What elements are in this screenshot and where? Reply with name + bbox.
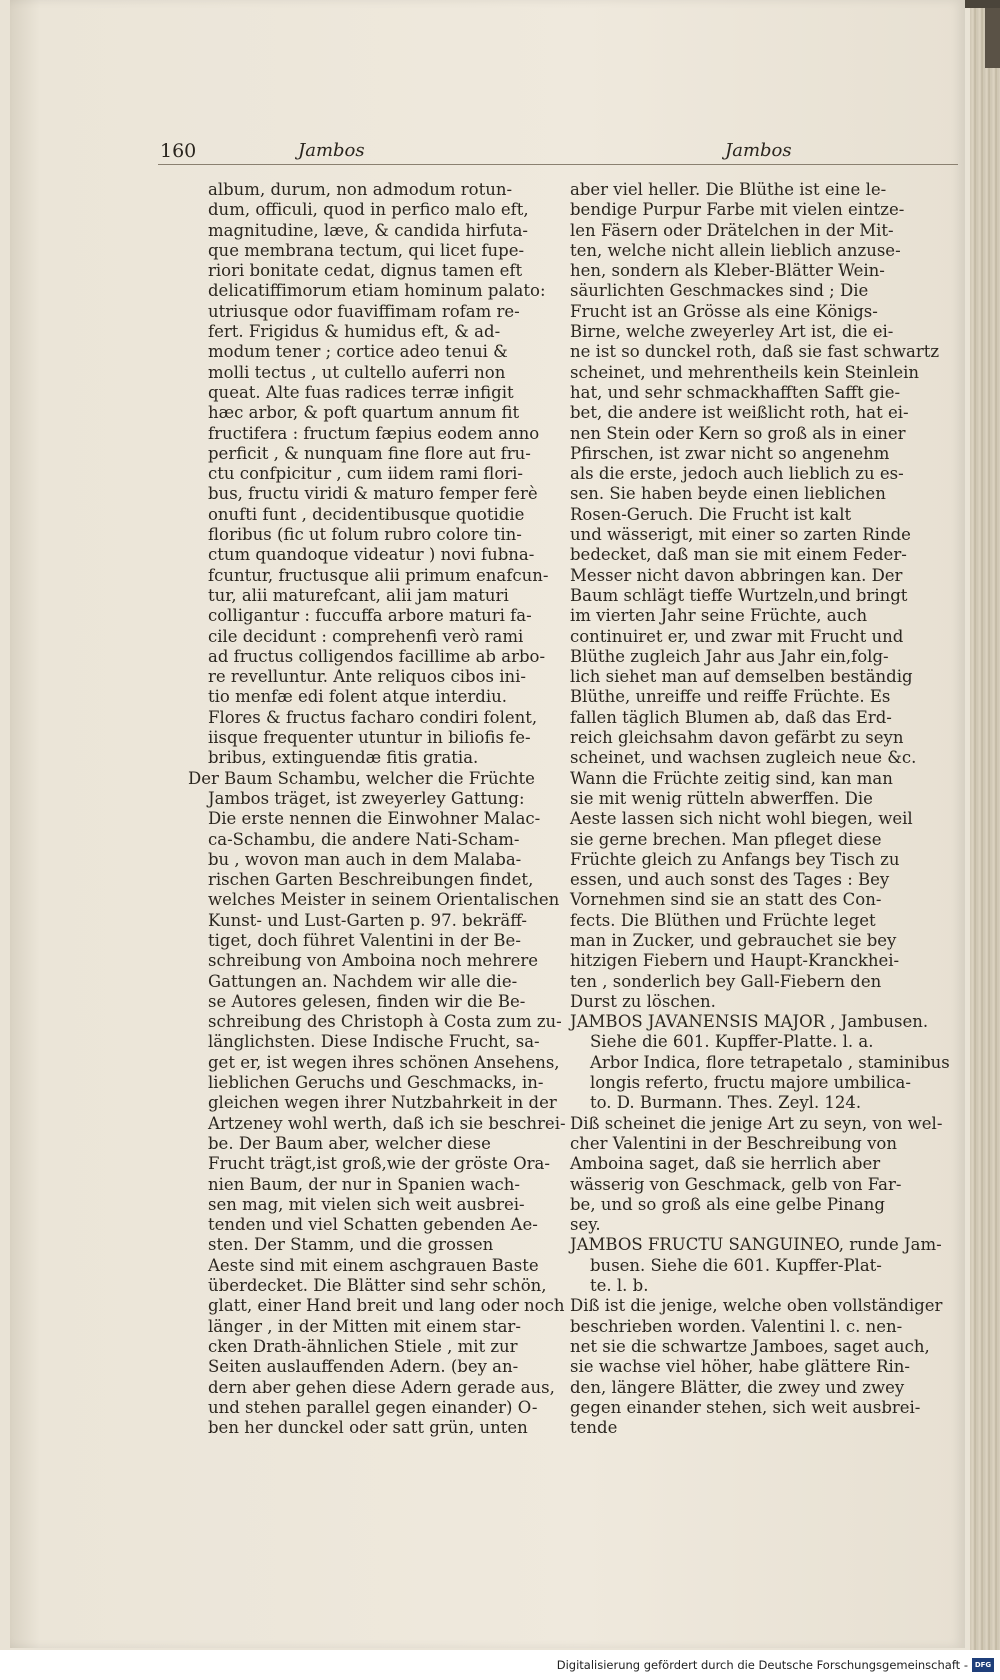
text-line: Aeste lassen sich nicht wohl biegen, weil <box>570 809 913 829</box>
left-column <box>188 180 566 1438</box>
text-line: Arbor Indica, flore tetrapetalo , staminibus <box>590 1052 950 1072</box>
text-line: man in Zucker, und gebrauchet sie bey <box>570 930 897 950</box>
text-line: sen. Sie haben beyde einen lieblichen <box>570 484 886 504</box>
book-page <box>10 0 965 1648</box>
text-line: Baum schlägt tieffe Wurtzeln,und bringt <box>570 585 908 605</box>
text-line: fallen täglich Blumen ab, daß das Erd- <box>570 707 892 727</box>
text-line: que membrana tectum, qui licet fupe- <box>208 240 525 260</box>
text-line: schreibung des Christoph à Costa zum zu- <box>208 1012 562 1032</box>
text-line: tende <box>570 1418 618 1438</box>
text-line: hat, und sehr schmackhafften Safft gie- <box>570 382 901 402</box>
text-line: JAMBOS FRUCTU SANGUINEO, runde Jam- <box>570 1235 942 1255</box>
text-line: essen, und auch sonst des Tages : Bey <box>570 870 890 890</box>
text-line: Kunst- und Lust-Garten p. 97. bekräff- <box>208 910 527 930</box>
text-line: nien Baum, der nur in Spanien wach- <box>208 1174 520 1194</box>
text-line: modum tener ; cortice adeo tenui & <box>208 342 508 362</box>
text-line: cile decidunt : comprehenfi verò rami <box>208 626 524 646</box>
text-line: Früchte gleich zu Anfangs bey Tisch zu <box>570 849 900 869</box>
text-line: bedecket, daß man sie mit einem Feder- <box>570 545 907 565</box>
text-line: Der Baum Schambu, welcher die Früchte <box>188 768 535 788</box>
text-line: dum, officuli, quod in perfico malo eft, <box>208 200 529 220</box>
text-line: tio menfæ edi folent atque interdiu. <box>208 687 507 707</box>
text-line: überdecket. Die Blätter sind sehr schön, <box>208 1276 547 1296</box>
text-line: lieblichen Geruchs und Geschmacks, in- <box>208 1073 544 1093</box>
text-line: iisque frequenter utuntur in biliofis fe- <box>208 728 531 748</box>
text-line: ctum quandoque videatur ) novi fubna- <box>208 545 535 565</box>
text-line: Amboina saget, daß sie herrlich aber <box>570 1154 881 1174</box>
text-line: ben her dunckel oder satt grün, unten <box>208 1418 528 1438</box>
text-line: net sie die schwartze Jamboes, saget auch, <box>570 1336 930 1356</box>
text-line: länglichsten. Diese Indische Frucht, sa- <box>208 1032 540 1052</box>
running-head-right: Jambos <box>725 140 792 161</box>
text-line: Wann die Früchte zeitig sind, kan man <box>570 768 893 788</box>
text-line: Rosen-Geruch. Die Frucht ist kalt <box>570 504 852 524</box>
footer-credit: Digitalisierung gefördert durch die Deutsche Forschungsgemeinschaft - <box>556 1658 968 1672</box>
text-line: bu , wovon man auch in dem Malaba- <box>208 849 522 869</box>
text-line: molli tectus , ut cultello auferri non <box>208 362 506 382</box>
text-line: tur, alii maturefcant, alii jam maturi <box>208 585 509 605</box>
text-line: sie wachse viel höher, habe glättere Rin- <box>570 1357 910 1377</box>
text-line: colligantur : fuccuffa arbore maturi fa- <box>208 606 532 626</box>
text-line: floribus (fic ut folum rubro colore tin- <box>208 525 522 545</box>
text-line: cken Drath-ähnlichen Stiele , mit zur <box>208 1336 518 1356</box>
text-line: Blüthe zugleich Jahr aus Jahr ein,folg- <box>570 646 889 666</box>
text-line: reich gleichsahm davon gefärbt zu seyn <box>570 728 904 748</box>
text-line: nen Stein oder Kern so groß als in einer <box>570 423 906 443</box>
text-line: säurlichten Geschmackes sind ; Die <box>570 281 869 301</box>
text-line: sie gerne brechen. Man pfleget diese <box>570 829 882 849</box>
running-head-left: Jambos <box>298 140 365 161</box>
text-line: Gattungen an. Nachdem wir alle die- <box>208 971 518 991</box>
text-line: Die erste nennen die Einwohner Malac- <box>208 809 541 829</box>
text-line: riori bonitate cedat, dignus tamen eft <box>208 261 523 281</box>
text-line: sie mit wenig rütteln abwerffen. Die <box>570 788 873 808</box>
text-line: gegen einander stehen, sich weit ausbrei- <box>570 1397 921 1417</box>
text-line: sey. <box>570 1215 601 1235</box>
text-line: sten. Der Stamm, und die grossen <box>208 1235 494 1255</box>
text-line: continuiret er, und zwar mit Frucht und <box>570 626 904 646</box>
text-line: Seiten auslauffenden Adern. (bey an- <box>208 1357 519 1377</box>
text-line: ne ist so dunckel roth, daß sie fast schwartz <box>570 342 940 362</box>
page-edge-top <box>965 0 1000 8</box>
text-line: delicatiffimorum etiam hominum palato: <box>208 281 546 301</box>
text-line: busen. Siehe die 601. Kupffer-Plat- <box>590 1255 882 1275</box>
text-line: Aeste sind mit einem aschgrauen Baste <box>208 1255 539 1275</box>
text-line: ca-Schambu, die andere Nati-Scham- <box>208 829 520 849</box>
header-rule <box>158 164 958 165</box>
text-line: utriusque odor fuaviffimam rofam re- <box>208 301 520 321</box>
text-line: schreibung von Amboina noch mehrere <box>208 951 539 971</box>
text-line: fert. Frigidus & humidus eft, & ad- <box>208 322 501 342</box>
text-line: scheinet, und wachsen zugleich neue &c. <box>570 748 917 768</box>
text-line: bendige Purpur Farbe mit vielen eintze- <box>570 200 905 220</box>
page-header <box>10 140 975 166</box>
text-line: Frucht ist an Grösse als eine Königs- <box>570 301 878 321</box>
text-line: to. D. Burmann. Thes. Zeyl. 124. <box>590 1093 862 1113</box>
text-line: im vierten Jahr seine Früchte, auch <box>570 606 868 626</box>
text-line: queat. Alte fuas radices terræ infigit <box>208 382 514 402</box>
text-line: cher Valentini in der Beschreibung von <box>570 1133 897 1153</box>
text-line: als die erste, jedoch auch lieblich zu es- <box>570 464 904 484</box>
text-line: album, durum, non admodum rotun- <box>208 180 513 199</box>
dfg-logo-icon: DFG <box>972 1658 994 1672</box>
text-line: lich siehet man auf demselben beständig <box>570 667 913 687</box>
text-line: sen mag, mit vielen sich weit ausbrei- <box>208 1194 525 1214</box>
text-line: fects. Die Blüthen und Früchte leget <box>570 910 876 930</box>
text-line: wässerig von Geschmack, gelb von Far- <box>570 1174 902 1194</box>
text-line: onufti funt , decidentibusque quotidie <box>208 504 525 524</box>
text-line: Flores & fructus facharo condiri folent, <box>208 707 538 727</box>
text-line: len Fäsern oder Drätelchen in der Mit- <box>570 220 894 240</box>
text-line: tiget, doch führet Valentini in der Be- <box>208 930 521 950</box>
text-line: ten, welche nicht allein lieblich anzuse- <box>570 240 901 260</box>
text-line: te. l. b. <box>590 1276 649 1296</box>
footer-bar <box>0 1650 1000 1680</box>
page-edge-stack <box>970 0 1000 1650</box>
text-line: scheinet, und mehrentheils kein Steinlein <box>570 362 920 382</box>
text-line: tenden und viel Schatten gebenden Ae- <box>208 1215 538 1235</box>
text-line: den, längere Blätter, die zwey und zwey <box>570 1377 905 1397</box>
text-line: Artzeney wohl werth, daß ich sie beschrei- <box>208 1113 566 1133</box>
text-line: und stehen parallel gegen einander) O- <box>208 1397 538 1417</box>
text-line: Jambos träget, ist zweyerley Gattung: <box>208 788 525 808</box>
text-line: fructifera : fructum fæpius eodem anno <box>208 423 540 443</box>
text-line: perficit , & nunquam fine flore aut fru- <box>208 443 531 463</box>
page-number: 160 <box>160 140 197 162</box>
text-line: hæc arbor, & poft quartum annum fit <box>208 403 520 423</box>
text-line: Pfirschen, ist zwar nicht so angenehm <box>570 443 890 463</box>
text-line: Vornehmen sind sie an statt des Con- <box>570 890 882 910</box>
text-line: Frucht trägt,ist groß,wie der gröste Ora- <box>208 1154 550 1174</box>
text-line: ten , sonderlich bey Gall-Fiebern den <box>570 971 882 991</box>
text-line: bus, fructu viridi & maturo femper ferè <box>208 484 538 504</box>
text-line: länger , in der Mitten mit einem star- <box>208 1316 521 1336</box>
text-line: glatt, einer Hand breit und lang oder noch <box>208 1296 565 1316</box>
text-line: hitzigen Fiebern und Haupt-Kranckhei- <box>570 951 900 971</box>
text-line: bet, die andere ist weißlicht roth, hat ei- <box>570 403 909 423</box>
text-line: Birne, welche zweyerley Art ist, die ei- <box>570 322 894 342</box>
text-line: fcuntur, fructusque alii primum enafcun- <box>208 565 549 585</box>
text-line: rischen Garten Beschreibungen findet, <box>208 870 534 890</box>
text-line: Diß scheinet die jenige Art zu seyn, von wel- <box>570 1113 943 1133</box>
text-line: be. Der Baum aber, welcher diese <box>208 1133 491 1153</box>
text-line: und wässerigt, mit einer so zarten Rinde <box>570 525 911 545</box>
text-line: Messer nicht davon abbringen kan. Der <box>570 565 903 585</box>
text-line: gleichen wegen ihrer Nutzbahrkeit in der <box>208 1093 557 1113</box>
text-line: se Autores gelesen, finden wir die Be- <box>208 991 526 1011</box>
text-line: magnitudine, læve, & candida hirfuta- <box>208 220 528 240</box>
page-edge-shadow <box>985 8 1000 68</box>
text-line: longis referto, fructu majore umbilica- <box>590 1073 911 1093</box>
text-line: hen, sondern als Kleber-Blätter Wein- <box>570 261 885 281</box>
text-line: bribus, extinguendæ fitis gratia. <box>208 748 479 768</box>
text-line: ad fructus colligendos facillime ab arbo- <box>208 646 546 666</box>
text-line: Siehe die 601. Kupffer-Platte. l. a. <box>590 1032 874 1052</box>
text-line: JAMBOS JAVANENSIS MAJOR , Jambusen. <box>570 1012 929 1032</box>
text-line: re revelluntur. Ante reliquos cibos ini- <box>208 667 526 687</box>
text-line: get er, ist wegen ihres schönen Ansehens, <box>208 1052 560 1072</box>
text-line: Diß ist die jenige, welche oben vollständiger <box>570 1296 943 1316</box>
text-line: welches Meister in seinem Orientalischen <box>208 890 560 910</box>
text-line: Durst zu löschen. <box>570 991 716 1011</box>
text-line: ctu confpicitur , cum iidem rami flori- <box>208 464 523 484</box>
text-line: dern aber gehen diese Adern gerade aus, <box>208 1377 555 1397</box>
text-line: be, und so groß als eine gelbe Pinang <box>570 1194 885 1214</box>
text-line: Blüthe, unreiffe und reiffe Früchte. Es <box>570 687 891 707</box>
text-line: aber viel heller. Die Blüthe ist eine le- <box>570 180 887 199</box>
text-line: beschrieben worden. Valentini l. c. nen- <box>570 1316 903 1336</box>
right-column <box>570 180 955 1438</box>
